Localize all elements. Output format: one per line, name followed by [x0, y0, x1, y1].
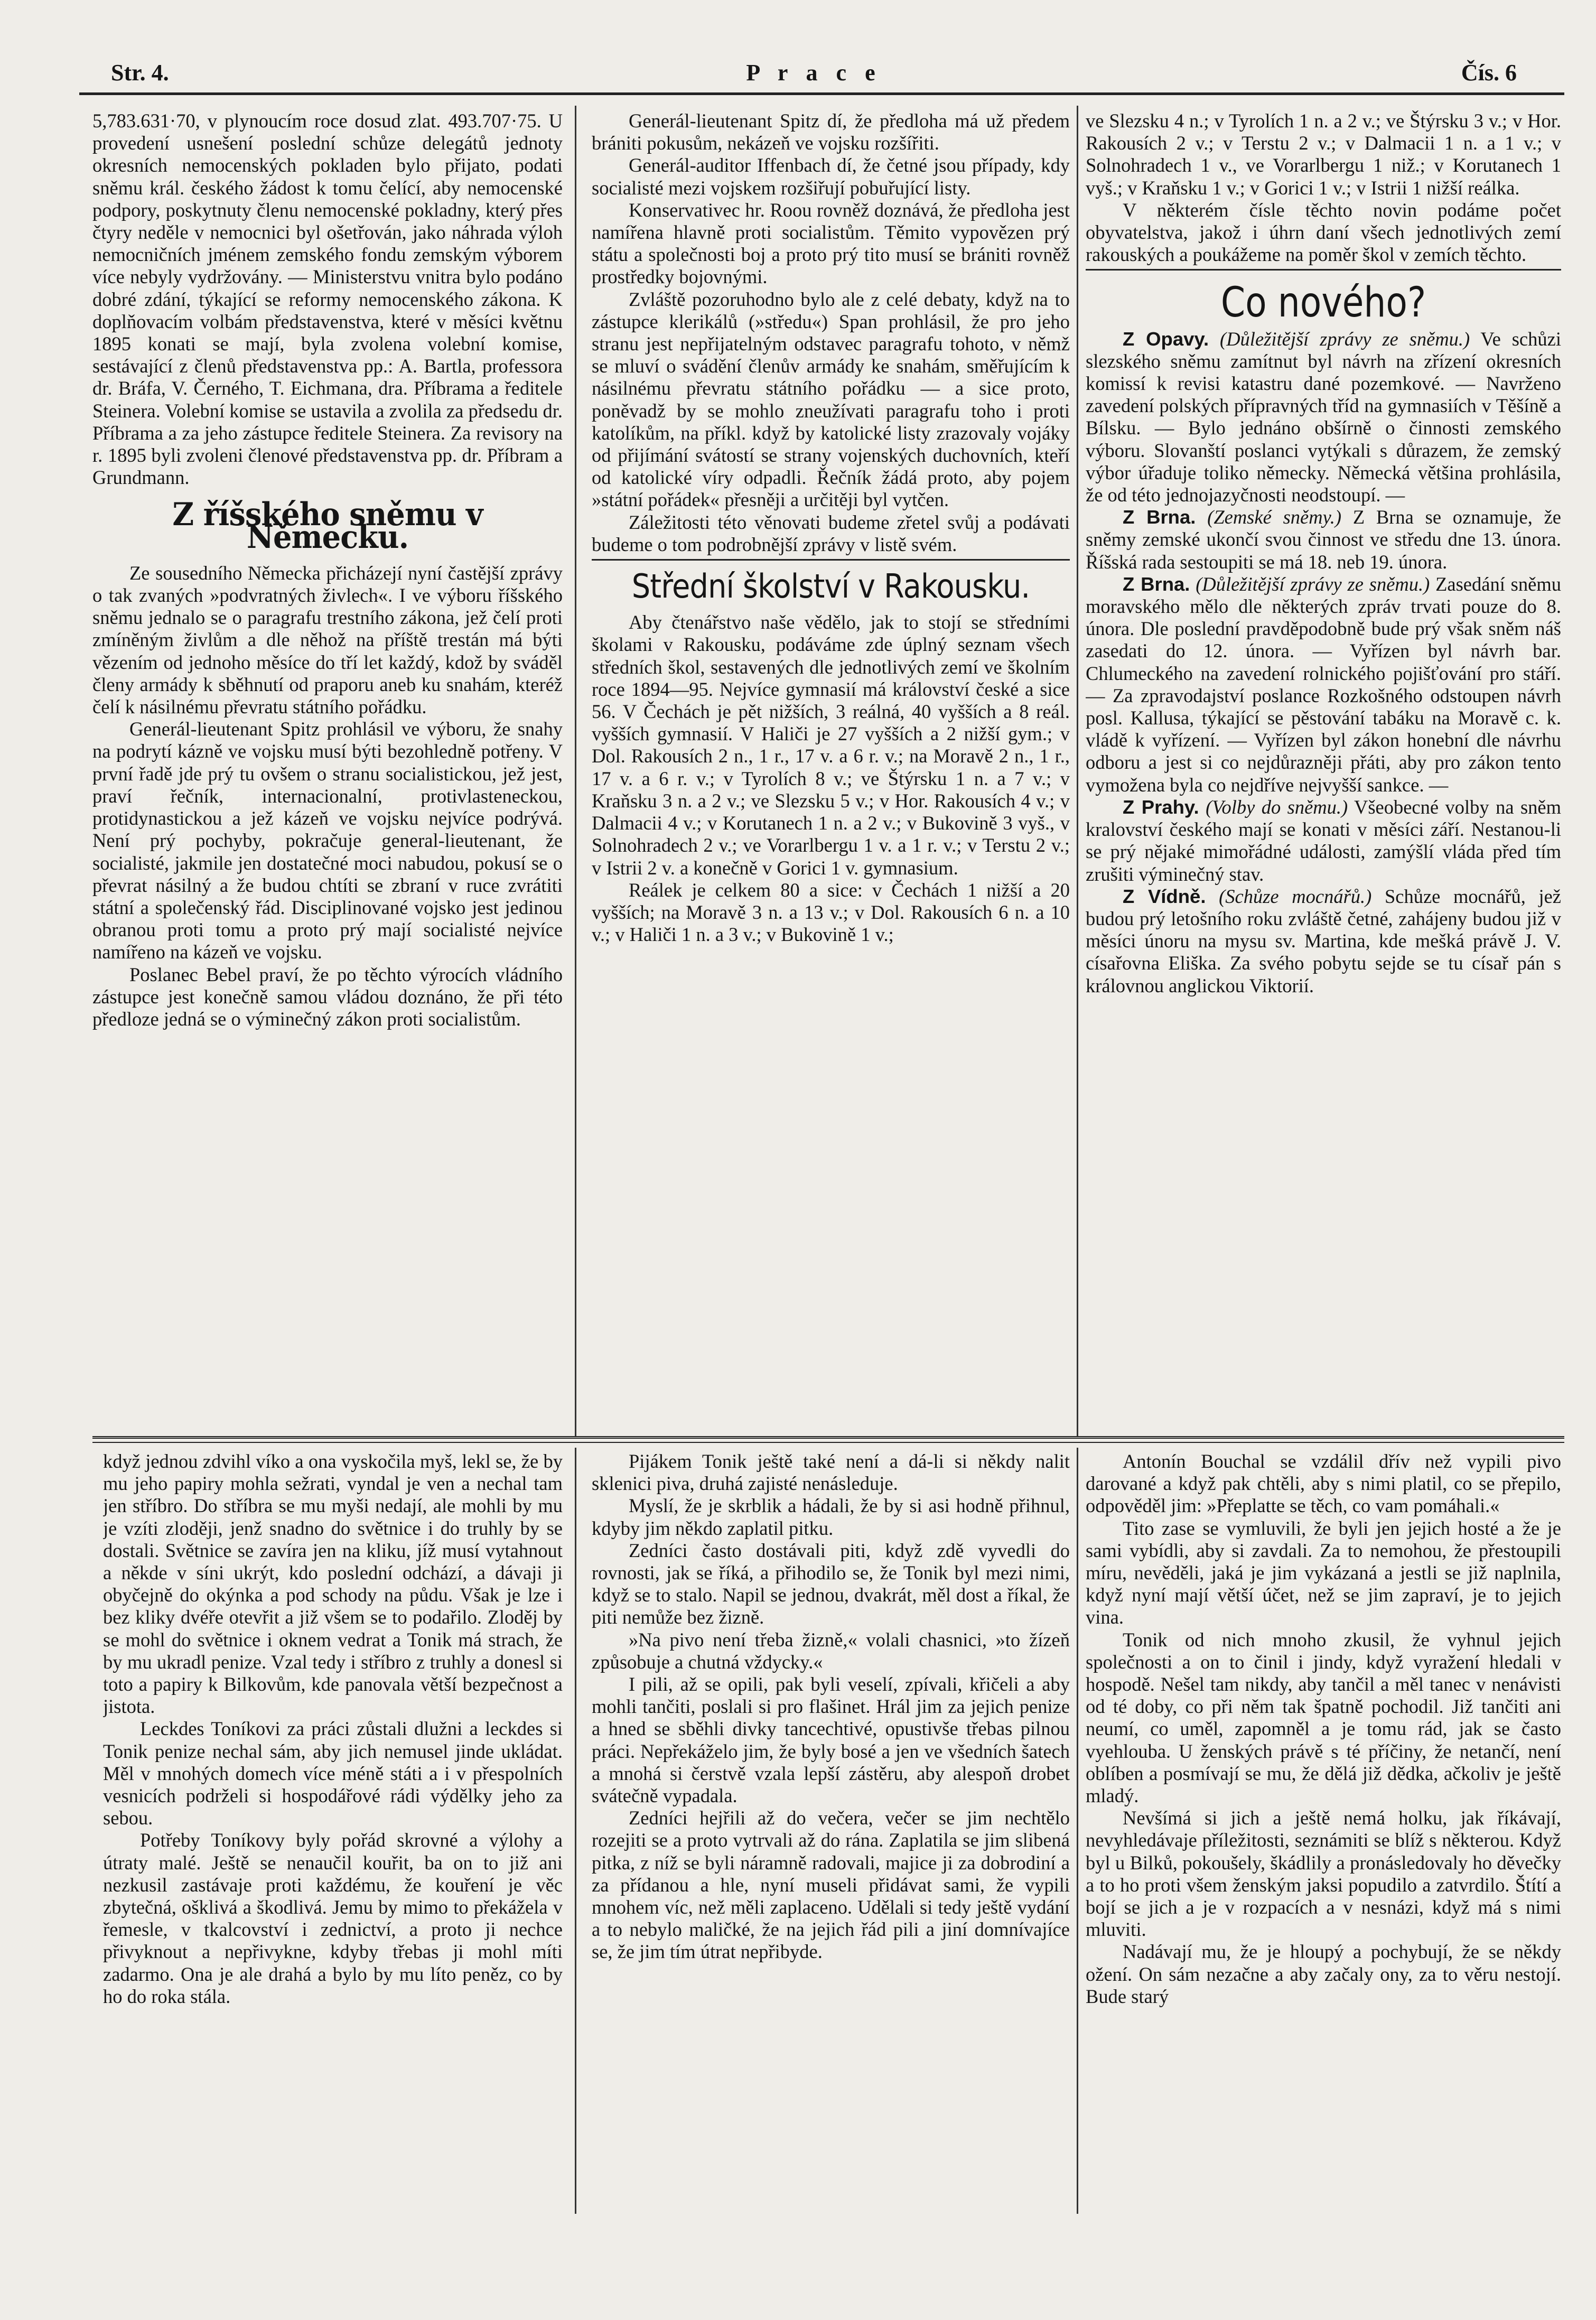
paragraph: Konservativec hr. Roou rovněž doznává, že předloha jest namířena hlavně proti socialistům. Těmito vypovězen prý státu a společnosti boj a proto prý tito musí se brániti rovněž prostředky bojovnými. — [592, 199, 1070, 288]
feuilleton-column-1 — [103, 1450, 563, 2216]
paragraph: Nevšímá si jich a ještě nemá holku, jak říkávají, nevyhledávaje příležitosti, seznámiti se blíž s některou. Když byl u Bilků, pokoušely, škádlily a pronásledovaly ho děvečky a to ho proti všem ženským jaksi popudilo a zatvrdilo. Štítí a bojí se jich a je v rozpacích a v nesnázi, když má s nimi mluviti. — [1086, 1807, 1561, 1941]
paragraph: Poslanec Bebel praví, že po těchto výrocích vládního zástupce jest konečně samou vládou doznáno, že při této předloze jedná se o výminečný zákon proti socialistům. — [92, 963, 563, 1030]
section-rule — [1086, 269, 1561, 271]
paragraph: Generál-lieutenant Spitz dí, že předloha má už předem brániti pokusům, nekázeň ve vojsku rozšířiti. — [592, 110, 1070, 154]
paragraph: Aby čtenářstvo naše vědělo, jak to stojí se středními školami v Rakousku, podáváme zde úplný seznam všech středních škol, sestavených dle jednotlivých zemí ve školním roce 1894—95. Nejvíce gymnasií má království české a sice 56. V Čechách je pět nižších, 3 reálná, 40 vyšších a 8 reál. vyšších gymnasií. V Haliči je 27 vyšších a 2 nižší gym.; v Dol. Rakousích 2 n., 1 r., 17 v. a 6 r. v.; na Moravě 2 n., 1 r., 17 v. a 6 r. v.; v Tyrolích 8 v.; ve Štýrsku 1 n. a 7 v.; v Kraňsku 3 n. a 2 v.; ve Slezsku 5 v.; v Hor. Rakousích 4 v.; v Dalmacii 4 v.; v Korutanech 1 n. a 2 v.; v Bukovině 3 vyš., v Solnohradech 2 v.; ve Vorarlbergu 1 v. a 1 r. v.; v Terstu 2 v.; v Istrii 2 v. a konečně v Gorici 1 v. gymnasium. — [592, 611, 1070, 879]
news-tag: (Volby do sněmu.) — [1206, 796, 1348, 818]
column-divider — [575, 106, 576, 1437]
column-1 — [92, 110, 563, 1431]
paragraph: Reálek je celkem 80 a sice: v Čechách 1 nižší a 20 vyšších; na Moravě 3 n. a 13 v.; v Dol. Rakousích 6 n. a 10 v.; v Haliči 1 n. a 3 v.; v Bukovině 1 v.; — [592, 879, 1070, 946]
paragraph: Tito zase se vymluvili, že byli jen jejich hosté a že je sami vybídli, aby si zavdali. Za to nemohou, že přestoupili míru, nevěděli, jaká je jim vykázaná a jestli se již naplnila, když nyní mají větší účet, než se jim zapraví, je to jejich vina. — [1086, 1517, 1561, 1628]
news-item — [1086, 796, 1561, 886]
news-tag: (Schůze mocnářů.) — [1219, 885, 1372, 907]
news-place: Z Opavy. — [1123, 328, 1209, 350]
paragraph: Generál-lieutenant Spitz prohlásil ve výboru, že snahy na podrytí kázně ve vojsku musí býti bezohledně potřeny. V první řadě jde prý tu ovšem o stranu socialistickou, jež jest, praví řečník, internacionalní, protivlasteneckou, protidynastickou a jež kázeň ve vojsku nejvíce podrývá. Není prý pochyby, pokračuje general-lieutenant, že socialisté, jakmile jen dostatečné moci nabudou, pokusí se o převrat násilný a že budou chtíti se zbraní v ruce zvrátiti státní a společenský řád. Disciplinované vojsko jest jedinou obranou proti tomu a proto prý mají socialisté nejvíce namířeno na kázeň ve vojsku. — [92, 718, 563, 963]
news-tag: (Důležitější zprávy ze sněmu.) — [1220, 328, 1470, 350]
column-divider — [1077, 1448, 1078, 2214]
news-place: Z Prahy. — [1123, 796, 1199, 818]
section-heading-reichstag: Z říšského sněmu v Německu. — [172, 496, 483, 556]
news-item — [1086, 573, 1561, 796]
paragraph: Zedníci často dostávali piti, když zdě vyvedli do rovnosti, jak se říká, a přihodilo se, že Tonik byl mezi nimi, když se to stalo. Napil se jednou, dvakrát, měl dost a říkal, že piti nemůže bez žizně. — [592, 1539, 1070, 1628]
newspaper-title: P r a c e — [746, 60, 882, 86]
page-number: Str. 4. — [111, 60, 169, 86]
column-divider — [1077, 106, 1078, 1437]
paragraph: »Na pivo není třeba žizně,« volali chasnici, »to žízeň způsobuje a chutná vždycky.« — [592, 1628, 1070, 1673]
news-item — [1086, 328, 1561, 507]
section-heading-news: Co nového? — [1220, 279, 1426, 327]
feuilleton-rule — [92, 1436, 1564, 1443]
news-text: Všeobecné volby na sněm kralovství českého mají se konati v měsíci září. Nestanou-li se prý nějaké mimořádné události, zamýšlí vláda před tím zrušiti výminečný stav. — [1086, 796, 1561, 885]
paragraph: ve Slezsku 4 n.; v Tyrolích 1 n. a 2 v.; ve Štýrsku 3 v.; v Hor. Rakousích 2 v.; v Terstu 2 v.; v Dalmacii 1 n. a 1 v.; v Solnohradech 1 v., ve Vorarlbergu 1 niž.; v Korutanech 1 vyš.; v Kraňsku 1 v.; v Gorici 1 v.; v Istrii 1 nižší reálka. — [1086, 110, 1561, 199]
issue-number: Čís. 6 — [1461, 60, 1517, 86]
paragraph: Potřeby Toníkovy byly pořád skrovné a výlohy a útraty malé. Ještě se nenaučil kouřit, ba on to již ani nezkusil zastávaje proti každému, že kouření je věc zbytečná, ošklivá a škodlivá. Jemu by mimo to překážela v řemesle, v tkalcovství i zednictví, a proto ji nechce přivyknout a nepřivykne, kdyby třebas ji mohl míti zadarmo. Ona je ale drahá a bylo by mu líto peněz, co by ho do roka stála. — [103, 1829, 563, 2007]
paragraph: když jednou zdvihl víko a ona vyskočila myš, lekl se, že by mu jeho papiry mohla sežrati, vyndal je ven a nechal tam jen stříbro. Do stříbra se mu myši nedají, ale mohli by mu je vzíti zloději, jenž snadno do světnice i do truhly by se dostali. Světnice se zavíra jen na kliku, jíž musí vytahnout a někde v síni ukrýt, kdo poslední odchází, a dávaji ji obyčejně do okýnka a pod schody na půdu. Však je lze i bez kliky dvéře otevřit a již všem se to podařilo. Zloděj by se mohl do světnice i oknem vedrat a Tonik má strach, že by mu ukradl penize. Vzal tedy i stříbro z truhly a donesl si toto a papiry k Bilkovům, kde panovala větší bezpečnost a jistota. — [103, 1450, 563, 1718]
news-tag: (Důležitější zprávy ze sněmu.) — [1196, 573, 1430, 595]
section-heading-schools: Střední školství v Rakousku. — [631, 567, 1030, 606]
paragraph: Myslí, že je skrblik a hádali, že by si asi hodně přihnul, kdyby jim někdo zaplatil pitku. — [592, 1495, 1070, 1539]
paragraph: Ze sousedního Německa přicházejí nyní častější zprávy o tak zvaných »podvratných živlech«. I ve výboru říšského sněmu jednalo se o paragrafu trestního zákona, jež čelí proti zmíněným živlům a dle něhož na příště trestán má býti vězením od jednoho měsíce do tří let každý, kdož by sváděl členy armády k sběhnutí od praporu aneb ku snahám, kteréž čelí k násilnému převratu státního pořádku. — [92, 562, 563, 718]
news-text: Zasedání sněmu moravského mělo dle některých zpráv trvati pouze do 8. února. Dle poslední pravděpodobně bude prý však sněm náš zasedati do 12. února. — Vyřízen byl návrh bar. Chlumeckého na zavedení rolnického pojišťování pro stáří. — Za zpravodajství poslance Rozkošného odstoupen návrh posl. Kallusa, týkající se pěstování tabáku na Moravě c. k. vládě k vyřízení. — Vyřízen byl zákon honební dle návrhu odboru a jest si co nejdůrazněji přáti, aby pro zákon tento vymožena byla co nejdříve nejvyšší sankce. — — [1086, 573, 1561, 796]
paragraph: I pili, až se opili, pak byli veselí, zpívali, křičeli a aby mohli tančiti, poslali si pro flašinet. Hrál jim za jejich penize a hned se sběhli divky tancechtivé, opustivše třebas pilnou práci. Nepřekáželo jim, že byly bosé a jen ve všedních šatech a mnohá si čerstvě vzala lepší zástěru, aby alespoň drobet svátečně vypadala. — [592, 1673, 1070, 1807]
paragraph: Leckdes Toníkovi za práci zůstali dlužni a leckdes si Tonik penize nechal sám, aby jich nemusel jinde ukládat. Měl v mnohých domech více méně státi a i v přespolních vesnicích podrželi si hospodářové rádi výdělky jeho za sebou. — [103, 1718, 563, 1829]
column-2 — [592, 110, 1070, 1431]
column-divider — [575, 1448, 576, 2214]
paragraph: V některém čísle těchto novin podáme počet obyvatelstva, jakož i úhrn daní všech jednotlivých zemí rakouských a poukážeme na poměr škol v zemích těchto. — [1086, 199, 1561, 266]
news-item — [1086, 506, 1561, 573]
news-text: Schůze mocnářů, jež budou prý letošního roku zvláště četné, zahájeny budou již v měsíci únoru na mysu sv. Martina, kde mešká právě J. V. císařovna Eliška. Za svého pobytu sejde se tu císař pán s královnou anglickou Viktorií. — [1086, 885, 1561, 996]
news-text: Ve schůzi slezského sněmu zamítnut byl návrh na zřízení okresních komissí k revisi katastru dané pozemkové. — Navrženo zavedení polských přípravných tříd na gymnasiích v Těšíně a Bílsku. — Bylo jednáno obšírně o činnosti zemského výboru. Slovanští poslanci vytýkali s důrazem, že zemský výbor úřaduje toliko německy. Německá většina prohlásila, že od této jednojazyčnosti neodstoupí. — — [1086, 328, 1561, 506]
news-place: Z Brna. — [1123, 506, 1196, 528]
news-item — [1086, 886, 1561, 997]
paragraph: Generál-auditor Iffenbach dí, že četné jsou případy, kdy socialisté mezi vojskem rozšiřují pobuřující listy. — [592, 154, 1070, 199]
paragraph: Zvláště pozoruhodno bylo ale z celé debaty, když na to zástupce klerikálů (»středu«) Span prohlásil, že pro jeho stranu jest nepřijatelným odstavec paragrafu tohoto, v němž se mluví o svádění členův armády ke snahám, směřujícím k násilnému převratu státního pořádku — a sice proto, poněvadž by se mohlo zneužívati paragrafu toho i proti katolíkům, na příkl. když by katolické listy zrazovaly vojáky od přijímání svátostí se strany vojenských duchovních, kteří od katolické víry odpadli. Řečník žádá proto, aby pojem »státní pořádek« přesněji a určitěji byl vytčen. — [592, 288, 1070, 511]
column-3 — [1086, 110, 1561, 1431]
feuilleton-column-2 — [592, 1450, 1070, 2216]
paragraph: Nadávají mu, že je hloupý a pochybují, že se někdy ožení. On sám nezačne a aby začaly ony, za to věru nestojí. Bude starý — [1086, 1941, 1561, 2007]
paragraph: Tonik od nich mnoho zkusil, že vyhnul jejich společnosti a on to činil i jindy, když vyražení hledali v hospodě. Nešel tam nikdy, aby tančil a měl tanec v nenávisti od té doby, co při něm tak špatně pochodil. Již tančiti ani neumí, co uměl, zapomněl a je tomu rád, jak se často vyehlouba. U ženských právě s té příčiny, že netančí, není oblíben a posmívají se mu, že dělá již dědka, ačkoliv je ještě mladý. — [1086, 1628, 1561, 1807]
section-rule — [592, 559, 1070, 561]
running-head — [111, 59, 1517, 96]
paragraph: Antonín Bouchal se vzdálil dřív než vypili pivo darované a když pak chtěli, aby s nimi platil, co se přepilo, odpověděl jim: »Přeplatte se těch, co vam pomáhali.« — [1086, 1450, 1561, 1517]
paragraph: Zedníci hejřili až do večera, večer se jim nechtělo rozejiti se a proto vytrvali až do rána. Zaplatila se jim slibená pitka, z níž se byli náramně radovali, majice ji za dobrodiní a za přídanou a hle, nyní museli přidávat sami, že vypili mnohem víc, než měli zaplaceno. Udělali si tedy ještě vydání a to nebylo maličké, že na jejich řád pili a jiní domnívajíce se, že jim tím útrat nepřibyde. — [592, 1807, 1070, 1963]
header-rule — [79, 92, 1564, 95]
news-tag: (Zemské sněmy.) — [1207, 506, 1342, 528]
news-place: Z Brna. — [1123, 573, 1190, 595]
feuilleton-column-3 — [1086, 1450, 1561, 2216]
paragraph: 5,783.631·70, v plynoucím roce dosud zlat. 493.707·75. U provedení usnešení poslední schůze delegátů jednoty okresních nemocenských pokladen bylo přijato, podati sněmu král. českého žádost k tomu čelící, aby nemocenské podpory, poskytnuty členu nemocenské pokladny, který přes čtyry neděle v nemocnici byl ošetřován, jako náhrada výloh nemocničních jménem zemského fondu zemským výborem více nebyly vydržovány. — Ministerstvu vnitra bylo podáno dobré zdání, týkající se reformy nemocenského zákona. K doplňovacím volbám představenstva, které v měsíci květnu 1895 konati se mají, byla zvolena volební komise, sestávající z členů představenstva pp.: A. Bartla, professora dr. Bráfa, V. Černého, T. Eichmana, dra. Příbrama a ředitele Steinera. Volební komise se ustavila a zvolila za předsedu dr. Příbrama a za jeho zástupce ředitele Steinera. Za revisory na r. 1895 byli zvoleni členové představenstva pp. dr. Příbram a Grundmann. — [92, 110, 563, 489]
paragraph: Pijákem Tonik ještě také není a dá-li si někdy nalit sklenici piva, druhá zajisté nenásleduje. — [592, 1450, 1070, 1495]
paragraph: Záležitosti této věnovati budeme zřetel svůj a podávati budeme o tom podrobnější zprávy v listě svém. — [592, 511, 1070, 555]
news-text: Z Brna se oznamuje, že sněmy zemské ukončí svou činnost ve středu dne 13. února. Říšská rada sestoupiti se má 18. neb 19. února. — [1086, 506, 1561, 573]
news-place: Z Vídně. — [1123, 885, 1206, 907]
